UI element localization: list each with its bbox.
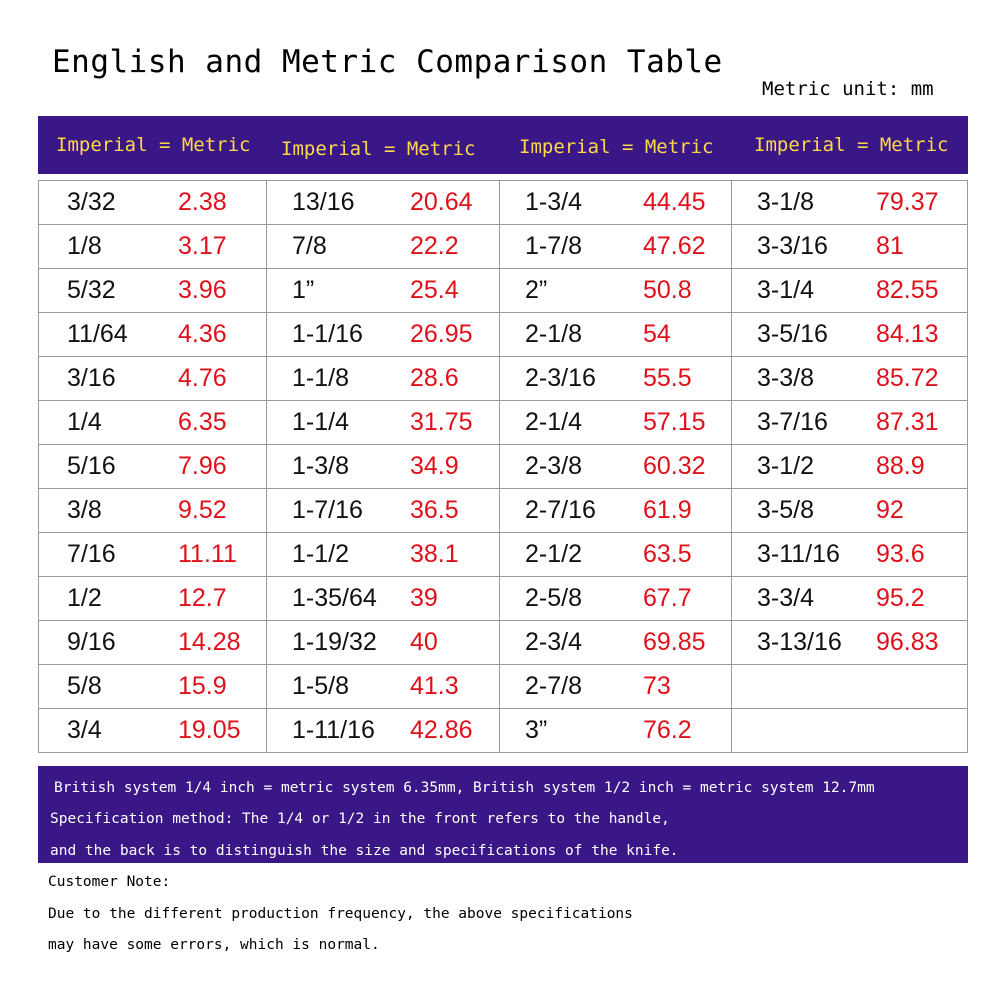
imperial-value: 3”	[525, 716, 548, 744]
table-cell	[500, 445, 732, 489]
imperial-value: 2-5/8	[525, 584, 582, 612]
imperial-value: 1-19/32	[292, 628, 377, 656]
imperial-value: 3-3/16	[757, 232, 828, 260]
metric-value: 2.38	[178, 188, 227, 216]
imperial-value: 13/16	[292, 188, 355, 216]
imperial-value: 7/8	[292, 232, 327, 260]
metric-value: 4.76	[178, 364, 227, 392]
table-row	[39, 269, 968, 313]
imperial-value: 2-1/8	[525, 320, 582, 348]
imperial-value: 3-11/16	[757, 540, 840, 568]
metric-value: 92	[876, 496, 904, 524]
table-row	[39, 313, 968, 357]
table-row	[39, 577, 968, 621]
metric-value: 22.2	[410, 232, 459, 260]
metric-value: 3.17	[178, 232, 227, 260]
column-header-4: Imperial = Metric	[754, 134, 949, 156]
metric-value: 44.45	[643, 188, 706, 216]
metric-value: 41.3	[410, 672, 459, 700]
metric-value: 81	[876, 232, 904, 260]
metric-value: 7.96	[178, 452, 227, 480]
imperial-value: 2-7/16	[525, 496, 596, 524]
metric-value: 63.5	[643, 540, 692, 568]
imperial-value: 3/4	[67, 716, 102, 744]
table-cell	[500, 709, 732, 753]
imperial-value: 1-11/16	[292, 716, 375, 744]
table-cell	[732, 445, 968, 489]
table-row	[39, 621, 968, 665]
imperial-value: 3-5/16	[757, 320, 828, 348]
table-row	[39, 709, 968, 753]
table-cell	[500, 225, 732, 269]
customer-note-line-2: may have some errors, which is normal.	[48, 937, 380, 953]
table-cell	[732, 489, 968, 533]
metric-value: 61.9	[643, 496, 692, 524]
table-cell	[732, 533, 968, 577]
metric-value: 4.36	[178, 320, 227, 348]
metric-value: 88.9	[876, 452, 925, 480]
table-row	[39, 445, 968, 489]
metric-value: 19.05	[178, 716, 241, 744]
table-cell	[39, 665, 267, 709]
table-cell	[39, 533, 267, 577]
metric-value: 25.4	[410, 276, 459, 304]
imperial-value: 2-3/16	[525, 364, 596, 392]
table-cell	[267, 225, 500, 269]
metric-value: 67.7	[643, 584, 692, 612]
table-cell	[267, 665, 500, 709]
table-row	[39, 489, 968, 533]
table-cell	[39, 489, 267, 533]
table-row	[39, 401, 968, 445]
table-cell	[732, 577, 968, 621]
table-cell	[500, 313, 732, 357]
table-cell	[500, 533, 732, 577]
imperial-value: 11/64	[67, 320, 128, 348]
table-row	[39, 533, 968, 577]
note-line-2: Specification method: The 1/4 or 1/2 in the front refers to the handle,	[50, 811, 670, 827]
imperial-value: 1-1/16	[292, 320, 363, 348]
metric-value: 11.11	[178, 540, 237, 568]
table-cell	[267, 181, 500, 225]
table-row	[39, 225, 968, 269]
table-cell	[732, 225, 968, 269]
table-cell	[39, 181, 267, 225]
table-cell	[267, 577, 500, 621]
table-cell	[39, 445, 267, 489]
metric-value: 79.37	[876, 188, 939, 216]
table-row	[39, 665, 968, 709]
imperial-value: 2-1/4	[525, 408, 582, 436]
metric-value: 42.86	[410, 716, 473, 744]
table-cell	[39, 401, 267, 445]
table-cell	[267, 533, 500, 577]
column-header-3: Imperial = Metric	[519, 136, 714, 158]
table-cell	[39, 313, 267, 357]
imperial-value: 9/16	[67, 628, 116, 656]
metric-value: 84.13	[876, 320, 939, 348]
imperial-value: 2-7/8	[525, 672, 582, 700]
imperial-value: 3-1/2	[757, 452, 814, 480]
metric-value: 26.95	[410, 320, 473, 348]
metric-value: 60.32	[643, 452, 706, 480]
imperial-value: 2-3/4	[525, 628, 582, 656]
metric-value: 36.5	[410, 496, 459, 524]
metric-value: 28.6	[410, 364, 459, 392]
table-cell	[267, 313, 500, 357]
table-cell	[500, 577, 732, 621]
imperial-value: 1-1/2	[292, 540, 349, 568]
metric-value: 82.55	[876, 276, 939, 304]
table-cell	[500, 665, 732, 709]
metric-value: 69.85	[643, 628, 706, 656]
table-cell	[39, 357, 267, 401]
table-cell	[267, 709, 500, 753]
imperial-value: 5/8	[67, 672, 102, 700]
imperial-value: 3/32	[67, 188, 116, 216]
metric-value: 34.9	[410, 452, 459, 480]
imperial-value: 2”	[525, 276, 548, 304]
table-cell	[732, 357, 968, 401]
table-cell	[732, 401, 968, 445]
table-cell	[267, 445, 500, 489]
metric-value: 12.7	[178, 584, 227, 612]
table-cell	[500, 621, 732, 665]
customer-note-line-1: Due to the different production frequency, the above specifications	[48, 906, 633, 922]
metric-value: 54	[643, 320, 671, 348]
metric-value: 38.1	[410, 540, 459, 568]
metric-value: 31.75	[410, 408, 473, 436]
imperial-value: 7/16	[67, 540, 116, 568]
metric-value: 85.72	[876, 364, 939, 392]
table-cell	[39, 621, 267, 665]
unit-note: Metric unit: mm	[762, 78, 934, 100]
imperial-value: 3/8	[67, 496, 102, 524]
metric-value: 96.83	[876, 628, 939, 656]
imperial-value: 3-1/8	[757, 188, 814, 216]
customer-note-heading: Customer Note:	[48, 874, 171, 890]
table-cell	[732, 709, 968, 753]
metric-value: 93.6	[876, 540, 925, 568]
metric-value: 47.62	[643, 232, 706, 260]
table-cell	[732, 269, 968, 313]
metric-value: 87.31	[876, 408, 939, 436]
metric-value: 95.2	[876, 584, 925, 612]
table-row	[39, 181, 968, 225]
table-cell	[732, 313, 968, 357]
table-cell	[267, 357, 500, 401]
metric-value: 50.8	[643, 276, 692, 304]
metric-value: 15.9	[178, 672, 227, 700]
table-cell	[500, 489, 732, 533]
metric-value: 55.5	[643, 364, 692, 392]
imperial-value: 1-1/8	[292, 364, 349, 392]
metric-value: 6.35	[178, 408, 227, 436]
column-header-2: Imperial = Metric	[281, 138, 476, 160]
imperial-value: 1-3/4	[525, 188, 582, 216]
table-cell	[732, 665, 968, 709]
imperial-value: 1/4	[67, 408, 102, 436]
table-header-band	[38, 116, 968, 174]
metric-value: 40	[410, 628, 438, 656]
page-title: English and Metric Comparison Table	[52, 44, 723, 80]
imperial-value: 3-1/4	[757, 276, 814, 304]
imperial-value: 1/8	[67, 232, 102, 260]
imperial-value: 1-7/8	[525, 232, 582, 260]
table-row	[39, 357, 968, 401]
table-cell	[39, 709, 267, 753]
table-cell	[500, 269, 732, 313]
table-cell	[732, 621, 968, 665]
column-header-1: Imperial = Metric	[56, 134, 251, 156]
comparison-table	[38, 180, 967, 753]
metric-value: 9.52	[178, 496, 227, 524]
metric-value: 39	[410, 584, 438, 612]
imperial-value: 3-13/16	[757, 628, 842, 656]
imperial-value: 1-3/8	[292, 452, 349, 480]
table-cell	[267, 269, 500, 313]
table-cell	[267, 401, 500, 445]
imperial-value: 1-35/64	[292, 584, 377, 612]
imperial-value: 1-1/4	[292, 408, 349, 436]
metric-value: 57.15	[643, 408, 706, 436]
table-cell	[267, 489, 500, 533]
imperial-value: 3/16	[67, 364, 116, 392]
table-cell	[267, 621, 500, 665]
specification-note-band	[38, 766, 968, 863]
imperial-value: 5/16	[67, 452, 116, 480]
table-cell	[39, 225, 267, 269]
note-line-3: and the back is to distinguish the size and specifications of the knife.	[50, 843, 679, 859]
imperial-value: 2-1/2	[525, 540, 582, 568]
imperial-value: 5/32	[67, 276, 116, 304]
table-cell	[500, 357, 732, 401]
imperial-value: 3-5/8	[757, 496, 814, 524]
table-cell	[500, 401, 732, 445]
note-line-1: British system 1/4 inch = metric system 6.35mm, British system 1/2 inch = metric system 12.7mm	[54, 780, 875, 796]
table-cell	[732, 181, 968, 225]
imperial-value: 3-7/16	[757, 408, 828, 436]
imperial-value: 3-3/8	[757, 364, 814, 392]
metric-value: 3.96	[178, 276, 227, 304]
imperial-value: 1”	[292, 276, 315, 304]
metric-value: 76.2	[643, 716, 692, 744]
metric-value: 73	[643, 672, 671, 700]
imperial-value: 1-5/8	[292, 672, 349, 700]
table-cell	[39, 577, 267, 621]
metric-value: 14.28	[178, 628, 241, 656]
table-cell	[500, 181, 732, 225]
imperial-value: 1/2	[67, 584, 102, 612]
table-cell	[39, 269, 267, 313]
imperial-value: 1-7/16	[292, 496, 363, 524]
imperial-value: 2-3/8	[525, 452, 582, 480]
metric-value: 20.64	[410, 188, 473, 216]
imperial-value: 3-3/4	[757, 584, 814, 612]
